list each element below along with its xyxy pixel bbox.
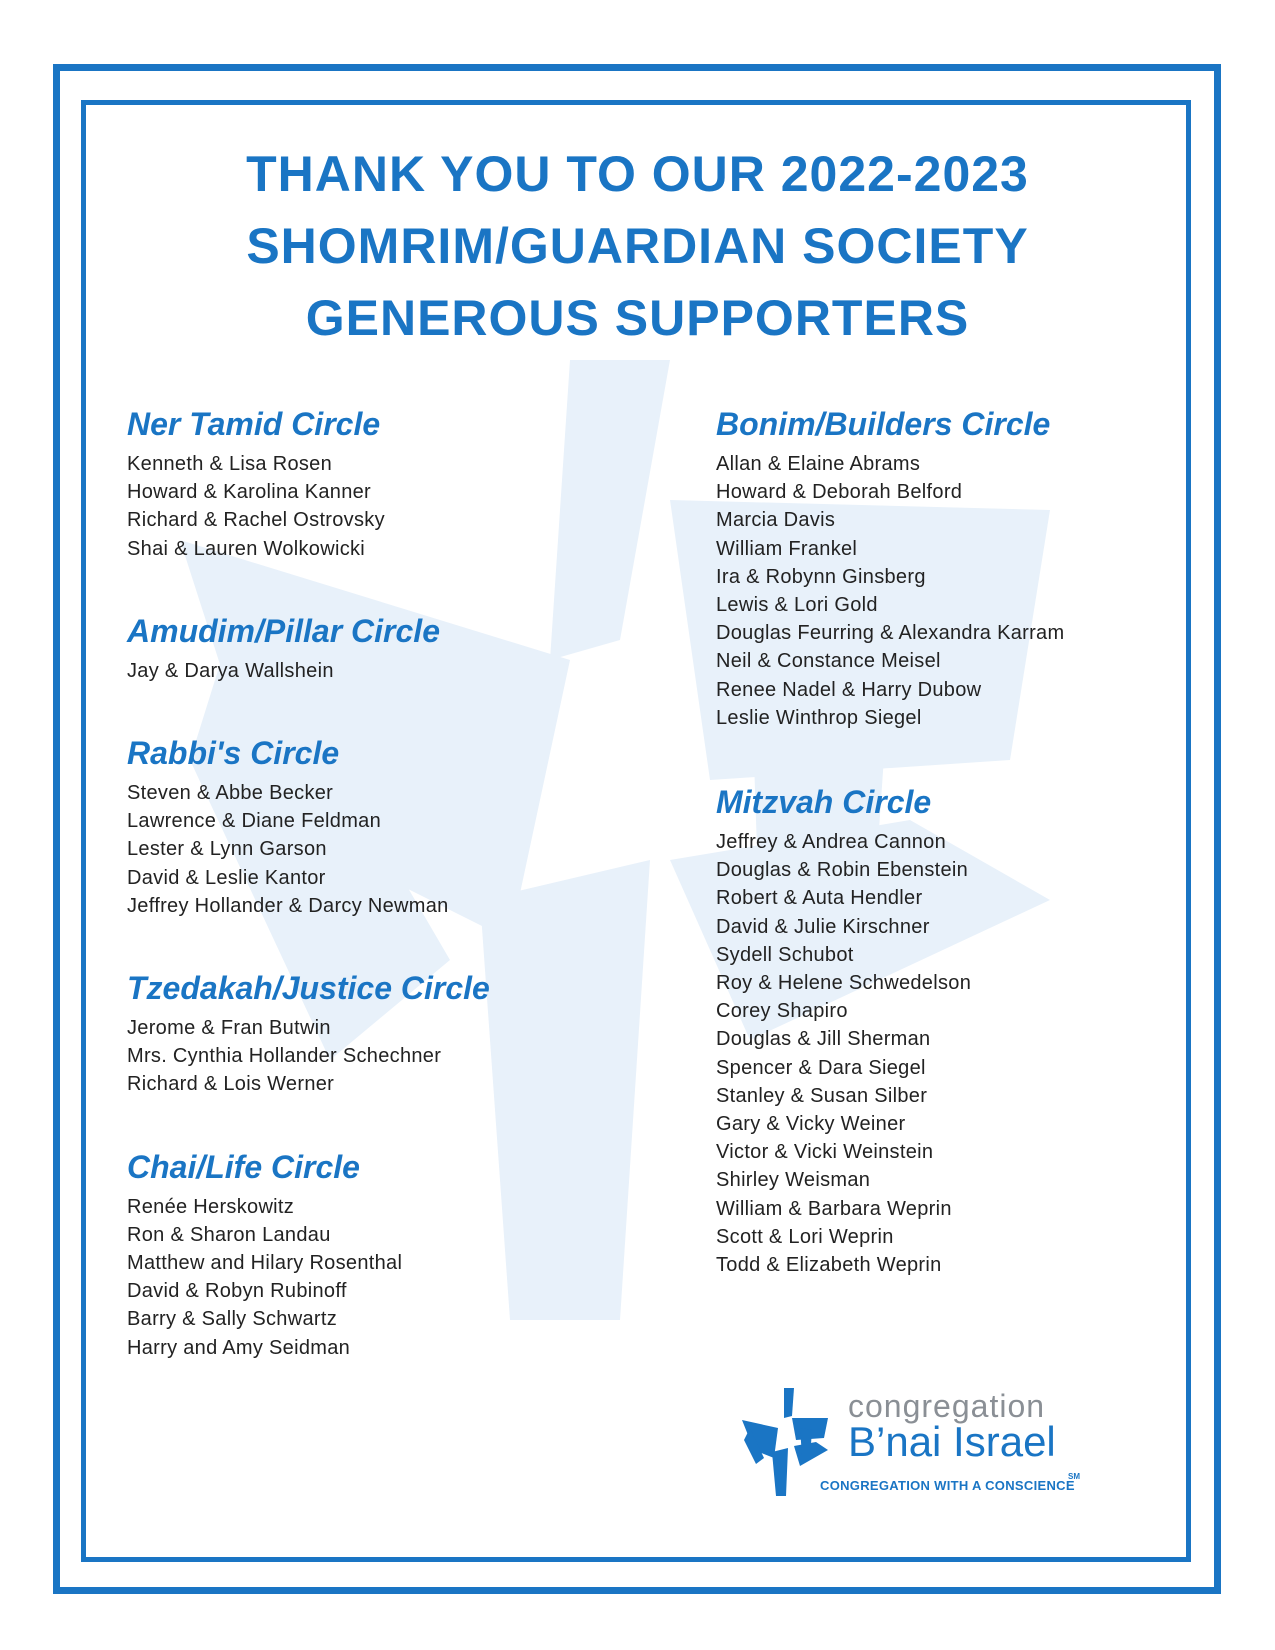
title-line-3: GENEROUS SUPPORTERS: [305, 290, 970, 346]
name-list: [716, 450, 1216, 732]
name-list: [127, 450, 647, 563]
list-item: Howard & Deborah Belford: [716, 481, 963, 504]
section-rabbis: [127, 733, 647, 920]
logo-name-text: B’nai Israel: [848, 1418, 1056, 1465]
section-heading: Amudim/Pillar Circle: [127, 612, 440, 649]
name-list: [716, 828, 1216, 1279]
service-mark: SM: [1068, 1472, 1080, 1481]
list-item: Ira & Robynn Ginsberg: [716, 565, 926, 588]
list-item: Leslie Winthrop Siegel: [716, 706, 922, 729]
section-chai: [127, 1147, 647, 1362]
list-item: Richard & Rachel Ostrovsky: [127, 509, 385, 532]
list-item: Barry & Sally Schwartz: [127, 1308, 337, 1331]
list-item: David & Leslie Kantor: [127, 866, 326, 889]
section-heading: Mitzvah Circle: [716, 784, 932, 821]
list-item: Todd & Elizabeth Weprin: [716, 1254, 942, 1277]
list-item: Sydell Schubot: [716, 943, 854, 966]
list-item: Matthew and Hilary Rosenthal: [127, 1252, 403, 1275]
section-tzedakah: [127, 968, 647, 1099]
list-item: Renee Nadel & Harry Dubow: [716, 678, 982, 701]
list-item: Victor & Vicki Weinstein: [716, 1141, 934, 1164]
list-item: Shai & Lauren Wolkowicki: [127, 537, 366, 560]
list-item: Douglas & Jill Sherman: [716, 1028, 931, 1051]
list-item: Roy & Helene Schwedelson: [716, 972, 972, 995]
list-item: Marcia Davis: [716, 509, 836, 532]
section-heading: Bonim/Builders Circle: [716, 406, 1051, 442]
list-item: Gary & Vicky Weiner: [716, 1113, 906, 1136]
logo-tagline: CONGREGATION WITH A CONSCIENCE: [820, 1478, 1075, 1493]
list-item: Jay & Darya Wallshein: [127, 659, 334, 682]
right-column: [716, 404, 1216, 1279]
name-list: [127, 779, 647, 920]
list-item: Stanley & Susan Silber: [716, 1084, 928, 1107]
list-item: David & Robyn Rubinoff: [127, 1280, 347, 1303]
section-heading: Chai/Life Circle: [127, 1148, 360, 1185]
congregation-logo: [740, 1388, 1090, 1498]
list-item: Jeffrey Hollander & Darcy Newman: [127, 894, 449, 917]
list-item: William Frankel: [716, 537, 858, 560]
list-item: Kenneth & Lisa Rosen: [127, 453, 333, 475]
list-item: Mrs. Cynthia Hollander Schechner: [127, 1045, 442, 1068]
section-bonim: [716, 404, 1216, 732]
section-ner-tamid: [127, 404, 647, 563]
section-heading: Tzedakah/Justice Circle: [127, 970, 490, 1007]
list-item: Lawrence & Diane Feldman: [127, 810, 381, 833]
list-item: Steven & Abbe Becker: [127, 782, 334, 805]
list-item: Spencer & Dara Siegel: [716, 1056, 926, 1079]
name-list: [127, 657, 647, 685]
name-list: [127, 1193, 647, 1362]
list-item: Corey Shapiro: [716, 1000, 848, 1023]
left-column: [127, 404, 647, 1362]
list-item: Shirley Weisman: [716, 1169, 871, 1192]
list-item: Harry and Amy Seidman: [127, 1336, 351, 1359]
list-item: Howard & Karolina Kanner: [127, 481, 371, 504]
title-line-2: SHOMRIM/GUARDIAN SOCIETY: [246, 218, 1029, 274]
list-item: Richard & Lois Werner: [127, 1073, 335, 1096]
list-item: Douglas & Robin Ebenstein: [716, 859, 969, 882]
page-title: [150, 138, 1125, 354]
list-item: Neil & Constance Meisel: [716, 650, 941, 673]
section-amudim: [127, 611, 647, 685]
logo-congregation-text: congregation: [848, 1388, 1046, 1424]
name-list: [127, 1014, 647, 1099]
section-heading: Rabbi's Circle: [127, 735, 340, 772]
list-item: Jeffrey & Andrea Cannon: [716, 831, 947, 854]
list-item: Allan & Elaine Abrams: [716, 453, 921, 475]
list-item: Douglas Feurring & Alexandra Karram: [716, 622, 1065, 645]
list-item: Robert & Auta Hendler: [716, 887, 923, 910]
list-item: Lewis & Lori Gold: [716, 594, 878, 617]
list-item: Ron & Sharon Landau: [127, 1223, 331, 1246]
title-line-1: THANK YOU TO OUR 2022-2023: [246, 146, 1029, 202]
list-item: Scott & Lori Weprin: [716, 1225, 894, 1248]
list-item: Lester & Lynn Garson: [127, 838, 327, 861]
section-mitzvah: [716, 782, 1216, 1279]
list-item: Renée Herskowitz: [127, 1195, 295, 1218]
section-heading: Ner Tamid Circle: [127, 406, 381, 442]
list-item: David & Julie Kirschner: [716, 915, 930, 938]
list-item: Jerome & Fran Butwin: [127, 1017, 331, 1040]
list-item: William & Barbara Weprin: [716, 1197, 952, 1220]
